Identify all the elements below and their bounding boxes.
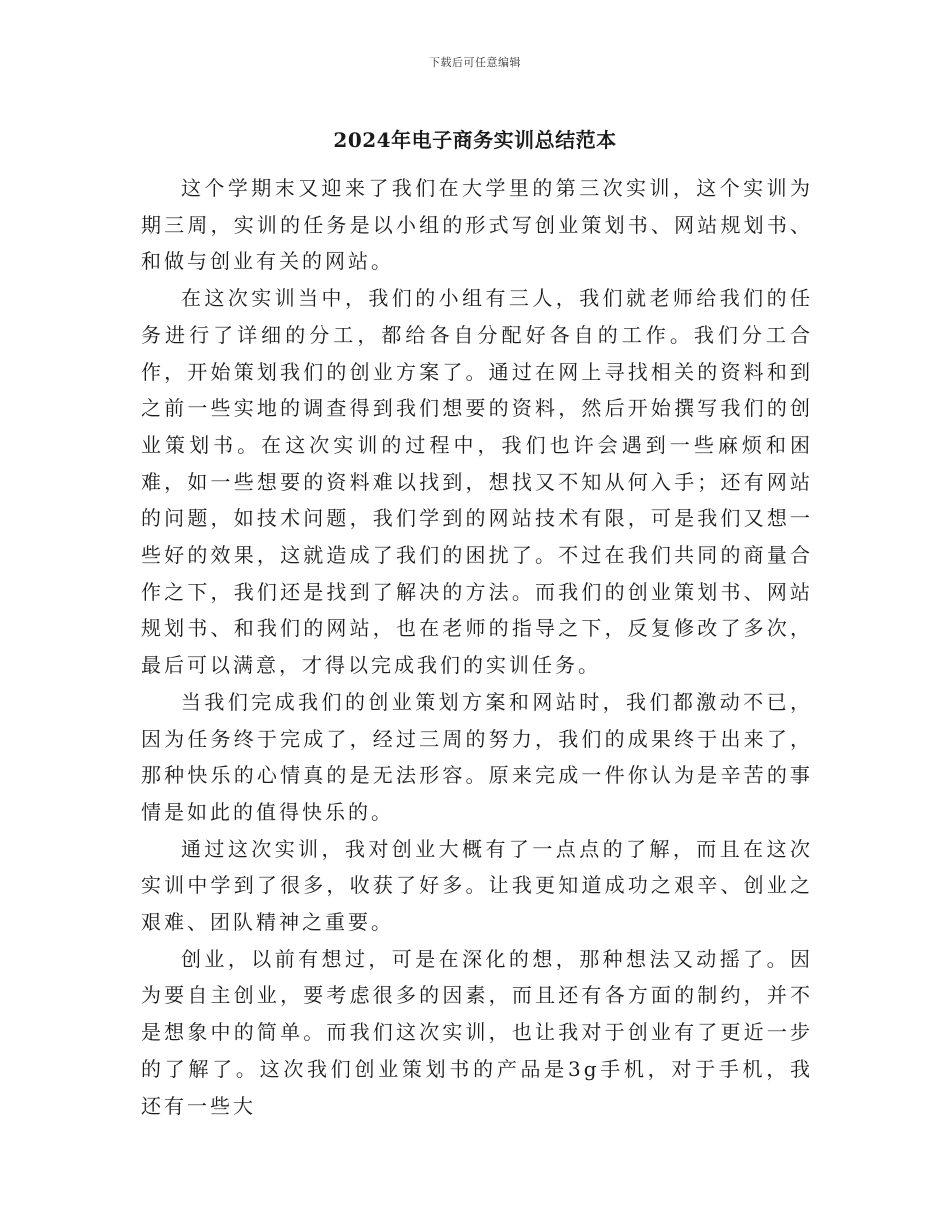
paragraph: 创业，以前有想过，可是在深化的想，那种想法又动摇了。因为要自主创业，要考虑很多的因素，而且还有各方面的制约，并不是想象中的简单。而我们这次实训，也让我对于创业有了更近一步的了解了。这次我们创业策划书的产品是3g手机，对于手机，我还有一些大 bbox=[141, 946, 813, 1118]
paragraph: 当我们完成我们的创业策划方案和网站时，我们都激动不已，因为任务终于完成了，经过三周的努力，我们的成果终于出来了，那种快乐的心情真的是无法形容。原来完成一件你认为是辛苦的事情是如此的值得快乐的。 bbox=[141, 689, 813, 824]
document-title: 2024年电子商务实训总结范本 bbox=[333, 128, 617, 152]
document-body bbox=[141, 170, 813, 1124]
paragraph: 通过这次实训，我对创业大概有了一点点的了解，而且在这次实训中学到了很多，收获了好多。让我更知道成功之艰辛、创业之艰难、团队精神之重要。 bbox=[141, 836, 813, 935]
paragraph: 这个学期末又迎来了我们在大学里的第三次实训，这个实训为期三周，实训的任务是以小组的形式写创业策划书、网站规划书、和做与创业有关的网站。 bbox=[141, 176, 813, 274]
paragraph: 在这次实训当中，我们的小组有三人，我们就老师给我们的任务进行了详细的分工，都给各自分配好各自的工作。我们分工合作，开始策划我们的创业方案了。通过在网上寻找相关的资料和到之前一些实地的调查得到我们想要的资料，然后开始撰写我们的创业策划书。在这次实训的过程中，我们也许会遇到一些麻烦和困难，如一些想要的资料难以找到，想找又不知从何入手；还有网站的问题，如技术问题，我们学到的网站技术有限，可是我们又想一些好的效果，这就造成了我们的困扰了。不过在我们共同的商量合作之下，我们还是找到了解决的方法。而我们的创业策划书、网站规划书、和我们的网站，也在老师的指导之下，反复修改了多次，最后可以满意，才得以完成我们的实训任务。 bbox=[141, 286, 813, 678]
header-note: 下载后可任意编辑 bbox=[429, 56, 521, 69]
